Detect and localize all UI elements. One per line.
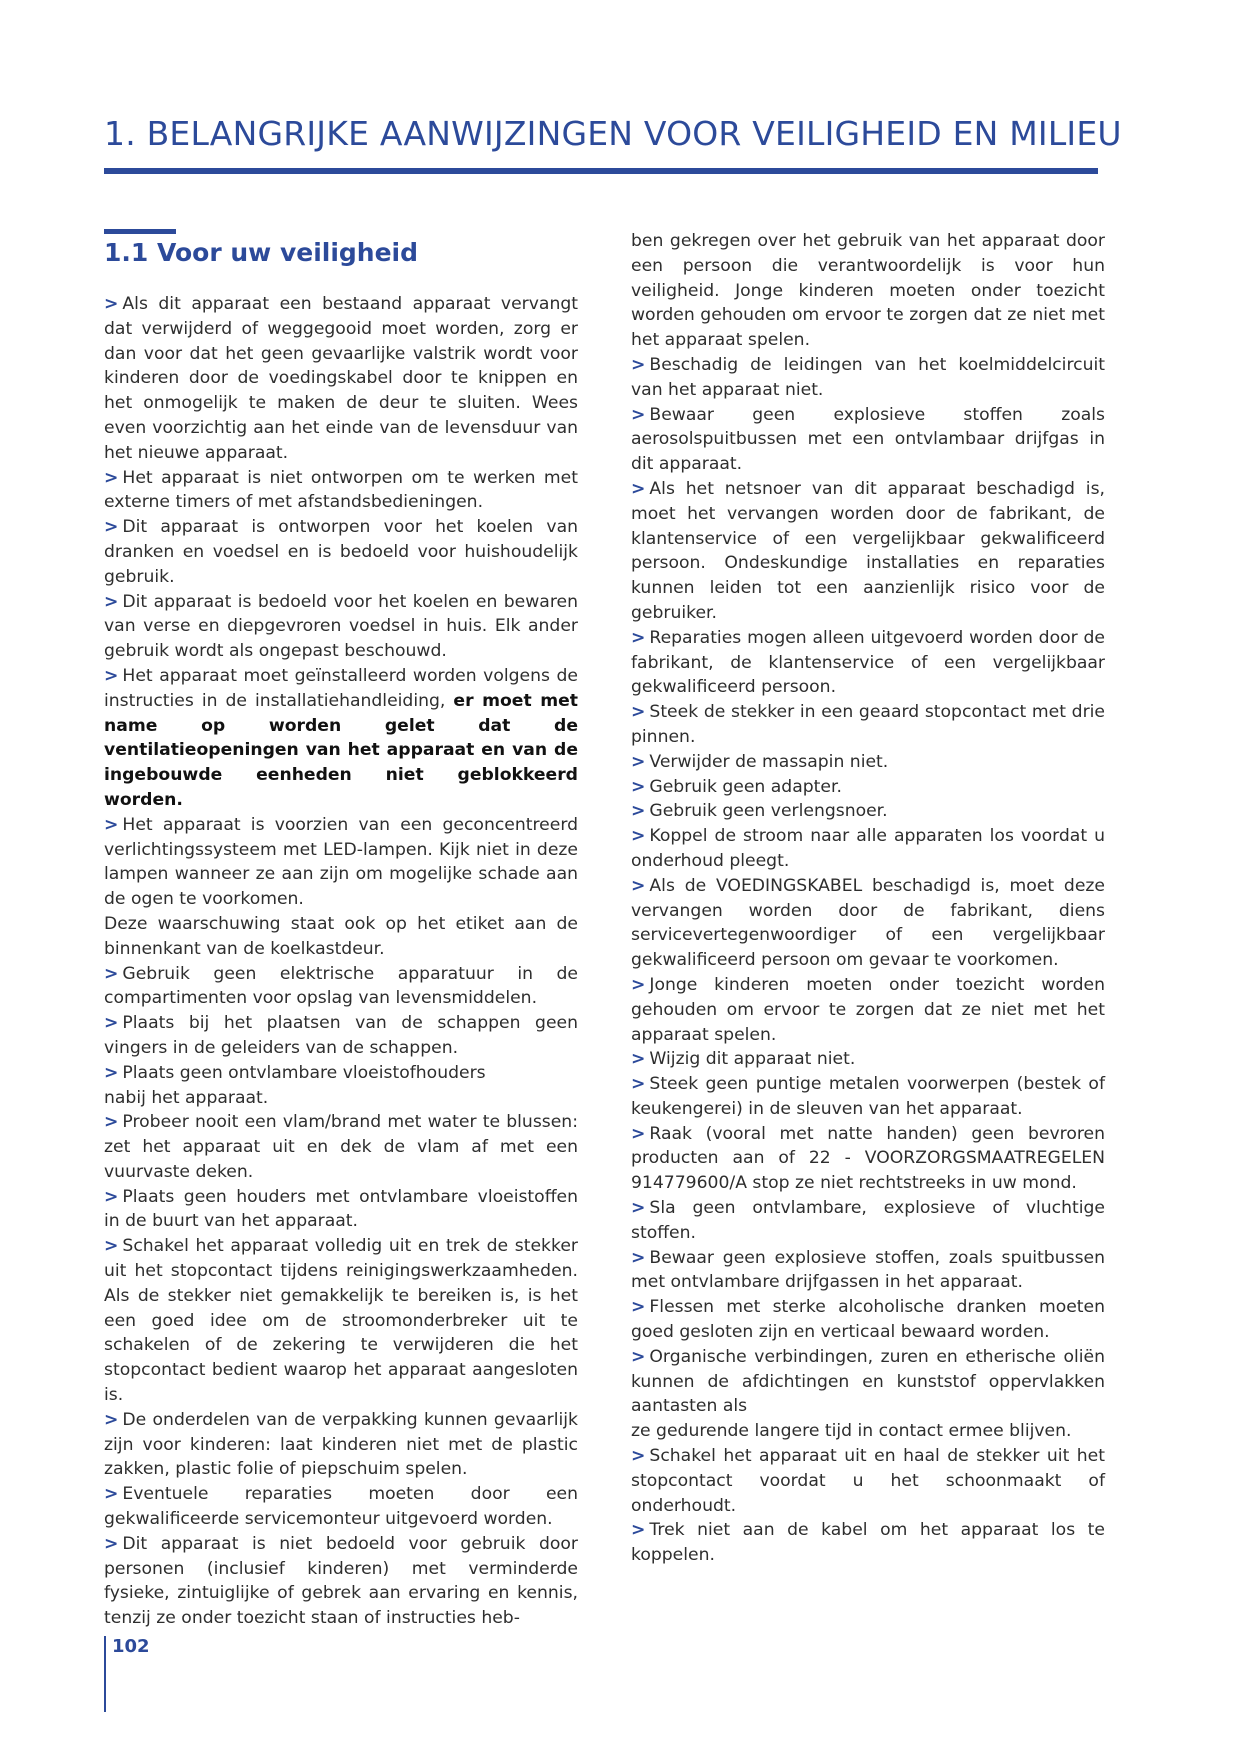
safety-paragraph xyxy=(104,1110,578,1184)
paragraph-text: nabij het apparaat. xyxy=(104,1087,269,1108)
paragraph-text: Beschadig de leidingen van het koelmiddelcircuit van het apparaat niet. xyxy=(631,354,1105,400)
safety-paragraph xyxy=(104,1408,578,1482)
section-accent-bar xyxy=(104,229,176,234)
bullet-arrow-icon: > xyxy=(631,1297,646,1318)
paragraph-text: Deze waarschuwing staat ook op het etiket aan de binnenkant van de koelkastdeur. xyxy=(104,913,578,959)
bullet-arrow-icon: > xyxy=(631,702,646,723)
paragraph-text: De onderdelen van de verpakking kunnen gevaarlijk zijn voor kinderen: laat kinderen niet met de plastic zakken, plastic folie of piepschuim spelen. xyxy=(104,1409,578,1480)
paragraph-text: Als de VOEDINGSKABEL beschadigd is, moet deze vervangen worden door de fabrikant, diens servicevertegenwoordiger of een vergelijkbaar gekwalificeerd persoon om gevaar te voorkomen. xyxy=(631,875,1105,971)
paragraph-text: Plaats geen ontvlambare vloeistofhouders xyxy=(122,1062,486,1083)
paragraph-text: Dit apparaat is ontworpen voor het koelen van dranken en voedsel en is bedoeld voor huishoudelijk gebruik. xyxy=(104,517,578,587)
safety-paragraph xyxy=(104,1086,578,1111)
bullet-arrow-icon: > xyxy=(631,1198,646,1219)
paragraph-text: Het apparaat is niet ontworpen om te werken met externe timers of met afstandsbedieningen. xyxy=(104,467,578,513)
bullet-arrow-icon: > xyxy=(104,294,119,314)
section-heading: 1.1 Voor uw veiligheid xyxy=(104,238,419,267)
bullet-arrow-icon: > xyxy=(631,801,646,822)
paragraph-text: Flessen met sterke alcoholische dranken moeten goed gesloten zijn en verticaal bewaard worden. xyxy=(631,1297,1105,1343)
paragraph-text: Dit apparaat is niet bedoeld voor gebruik door personen (inclusief kinderen) met verminderde fysieke, zintuiglijke of gebrek aan ervaring en kennis, tenzij ze onder toezicht staan of instructies heb- xyxy=(104,1533,578,1629)
paragraph-text: Dit apparaat is bedoeld voor het koelen en bewaren van verse en diepgevroren voedsel in huis. Elk ander gebruik wordt als ongepast beschouwd. xyxy=(104,591,578,662)
safety-paragraph xyxy=(631,750,1105,775)
bullet-arrow-icon: > xyxy=(631,478,646,499)
bullet-arrow-icon: > xyxy=(104,963,119,984)
safety-paragraph xyxy=(631,1122,1105,1196)
safety-paragraph xyxy=(631,973,1105,1047)
safety-paragraph xyxy=(104,912,578,962)
safety-paragraph xyxy=(631,1444,1105,1518)
paragraph-text: Wijzig dit apparaat niet. xyxy=(649,1049,856,1070)
paragraph-text: Gebruik geen elektrische apparatuur in de compartimenten voor opslag van levensmiddelen. xyxy=(104,963,578,1009)
safety-paragraph xyxy=(631,1518,1105,1568)
safety-paragraph xyxy=(631,477,1105,626)
bullet-arrow-icon: > xyxy=(631,404,646,425)
paragraph-text: Gebruik geen verlengsnoer. xyxy=(649,801,888,822)
safety-paragraph xyxy=(104,813,578,912)
safety-paragraph xyxy=(104,1532,578,1631)
safety-paragraph xyxy=(631,626,1105,700)
paragraph-text: Als dit apparaat een bestaand apparaat vervangt dat verwijderd of weggegooid moet worden, zorg er dan voor dat het geen gevaarlijke valstrik wordt voor kinderen door de voedingskabel door te knippen en het onmogelijk te maken de deur te sluiten. Wees even voorzichtig aan het einde van de levensduur van het nieuwe apparaat. xyxy=(104,294,578,463)
safety-paragraph xyxy=(631,1345,1105,1419)
bullet-arrow-icon: > xyxy=(104,1409,119,1430)
bullet-arrow-icon: > xyxy=(104,1186,119,1207)
bullet-arrow-icon: > xyxy=(631,776,646,797)
bullet-arrow-icon: > xyxy=(631,1123,646,1144)
bullet-arrow-icon: > xyxy=(631,751,646,772)
paragraph-text: Schakel het apparaat uit en haal de stekker uit het stopcontact voordat u het schoonmaakt of onderhoudt. xyxy=(631,1446,1105,1516)
paragraph-text: Eventuele reparaties moeten door een gekwalificeerde servicemonteur uitgevoerd worden. xyxy=(104,1484,578,1530)
bullet-arrow-icon: > xyxy=(631,974,646,995)
bullet-arrow-icon: > xyxy=(104,665,119,686)
safety-paragraph xyxy=(631,353,1105,403)
bullet-arrow-icon: > xyxy=(104,1533,119,1554)
bullet-arrow-icon: > xyxy=(631,1346,646,1367)
paragraph-text: Gebruik geen adapter. xyxy=(649,776,842,797)
paragraph-text: Bewaar geen explosieve stoffen zoals aerosolspuitbussen met een ontvlambaar drijfgas in dit apparaat. xyxy=(631,404,1105,475)
bullet-arrow-icon: > xyxy=(104,517,119,538)
paragraph-text: Probeer nooit een vlam/brand met water te blussen: zet het apparaat uit en dek de vlam af met een vuurvaste deken. xyxy=(104,1112,578,1182)
paragraph-text: Plaats bij het plaatsen van de schappen geen vingers in de geleiders van de schappen. xyxy=(104,1013,578,1058)
safety-paragraph xyxy=(104,515,578,589)
bullet-arrow-icon: > xyxy=(104,1062,119,1083)
page-footer xyxy=(104,1636,150,1712)
bullet-arrow-icon: > xyxy=(631,1074,646,1095)
bullet-arrow-icon: > xyxy=(104,1236,119,1257)
paragraph-text: Steek de stekker in een geaard stopcontact met drie pinnen. xyxy=(631,702,1105,747)
safety-paragraph xyxy=(104,1234,578,1408)
safety-paragraph xyxy=(631,1196,1105,1246)
safety-paragraph xyxy=(631,1072,1105,1122)
paragraph-text: Het apparaat moet geïnstalleerd worden volgens de instructies in de installatiehandleiding, xyxy=(104,665,578,711)
bullet-arrow-icon: > xyxy=(631,1247,646,1268)
paragraph-text: Plaats geen houders met ontvlambare vloeistoffen in de buurt van het apparaat. xyxy=(104,1186,578,1232)
safety-paragraph xyxy=(631,229,1105,353)
bullet-arrow-icon: > xyxy=(631,826,646,847)
safety-paragraph xyxy=(631,874,1105,973)
safety-paragraph xyxy=(631,700,1105,750)
bullet-arrow-icon: > xyxy=(631,1520,646,1541)
paragraph-text: Verwijder de massapin niet. xyxy=(649,751,889,772)
paragraph-text: Jonge kinderen moeten onder toezicht worden gehouden om ervoor te zorgen dat ze niet met het apparaat spelen. xyxy=(631,974,1105,1045)
safety-paragraph xyxy=(631,1246,1105,1296)
bullet-arrow-icon: > xyxy=(104,1112,119,1133)
bullet-arrow-icon: > xyxy=(104,467,119,488)
paragraph-text: Reparaties mogen alleen uitgevoerd worden door de fabrikant, de klantenservice of een vergelijkbaar gekwalificeerd persoon. xyxy=(631,627,1105,698)
left-text-column xyxy=(104,292,578,1631)
safety-paragraph xyxy=(104,590,578,664)
bullet-arrow-icon: > xyxy=(631,1446,646,1467)
safety-paragraph xyxy=(631,799,1105,824)
safety-paragraph xyxy=(631,1419,1105,1444)
safety-paragraph xyxy=(631,1295,1105,1345)
paragraph-text: Sla geen ontvlambare, explosieve of vluchtige stoffen. xyxy=(631,1198,1105,1243)
safety-paragraph xyxy=(631,824,1105,874)
safety-paragraph xyxy=(104,1011,578,1061)
page-number: 102 xyxy=(112,1636,150,1657)
safety-paragraph xyxy=(104,1482,578,1532)
bullet-arrow-icon: > xyxy=(104,1484,119,1505)
bullet-arrow-icon: > xyxy=(104,591,119,612)
page-title: 1. BELANGRIJKE AANWIJZINGEN VOOR VEILIGHEID EN MILIEU xyxy=(104,114,1122,153)
paragraph-text: ben gekregen over het gebruik van het apparaat door een persoon die verantwoordelijk is voor hun veiligheid. Jonge kinderen moeten onder toezicht worden gehouden om ervoor te zorgen dat ze niet met het apparaat spelen. xyxy=(631,231,1105,351)
safety-paragraph xyxy=(631,403,1105,477)
safety-paragraph xyxy=(104,1185,578,1235)
paragraph-text: Schakel het apparaat volledig uit en trek de stekker uit het stopcontact tijdens reinigingswerkzaamheden. Als de stekker niet gemakkelijk te bereiken is, is het een goed idee om de stroomonderbreker uit te schakelen of de zekering te verwijderen die het stopcontact bedient waarop het apparaat aangesloten is. xyxy=(104,1236,578,1406)
bullet-arrow-icon: > xyxy=(631,875,646,896)
safety-paragraph xyxy=(104,1061,578,1086)
title-underline xyxy=(104,168,1098,174)
paragraph-bold-text: er moet met name op worden gelet dat de ventilatieopeningen van het apparaat en van de ingebouwde eenheden niet geblokkeerd worden. xyxy=(104,690,578,810)
paragraph-text: Trek niet aan de kabel om het apparaat los te koppelen. xyxy=(631,1520,1105,1566)
paragraph-text: Steek geen puntige metalen voorwerpen (bestek of keukengerei) in de sleuven van het apparaat. xyxy=(631,1074,1105,1119)
safety-paragraph xyxy=(104,292,578,466)
paragraph-text: Organische verbindingen, zuren en etherische oliën kunnen de afdichtingen en kunststof oppervlakken aantasten als xyxy=(631,1346,1105,1417)
paragraph-text: Bewaar geen explosieve stoffen, zoals spuitbussen met ontvlambare drijfgassen in het apparaat. xyxy=(631,1247,1105,1293)
paragraph-text: Koppel de stroom naar alle apparaten los voordat u onderhoud pleegt. xyxy=(631,826,1105,871)
bullet-arrow-icon: > xyxy=(631,1049,646,1070)
safety-paragraph xyxy=(104,466,578,516)
bullet-arrow-icon: > xyxy=(104,1013,119,1034)
safety-paragraph xyxy=(104,962,578,1012)
bullet-arrow-icon: > xyxy=(631,627,646,648)
safety-paragraph xyxy=(631,1047,1105,1072)
bullet-arrow-icon: > xyxy=(631,354,646,375)
paragraph-text: ze gedurende langere tijd in contact ermee blijven. xyxy=(631,1421,1072,1442)
safety-paragraph xyxy=(104,664,578,813)
safety-paragraph xyxy=(631,775,1105,800)
bullet-arrow-icon: > xyxy=(104,814,119,835)
right-text-column xyxy=(631,229,1105,1568)
paragraph-text: Als het netsnoer van dit apparaat beschadigd is, moet het vervangen worden door de fabrikant, de klantenservice of een vergelijkbaar gekwalificeerd persoon. Ondeskundige installaties en reparaties kunnen leiden tot een aanzienlijk risico voor de gebruiker. xyxy=(631,478,1105,623)
paragraph-text: Het apparaat is voorzien van een geconcentreerd verlichtingssysteem met LED-lampen. Kijk niet in deze lampen wanneer ze aan zijn om mogelijke schade aan de ogen te voorkomen. xyxy=(104,814,578,910)
paragraph-text: Raak (vooral met natte handen) geen bevroren producten aan of 22 - VOORZORGSMAATREGELEN 914779600/A stop ze niet rechtstreeks in uw mond. xyxy=(631,1123,1105,1194)
